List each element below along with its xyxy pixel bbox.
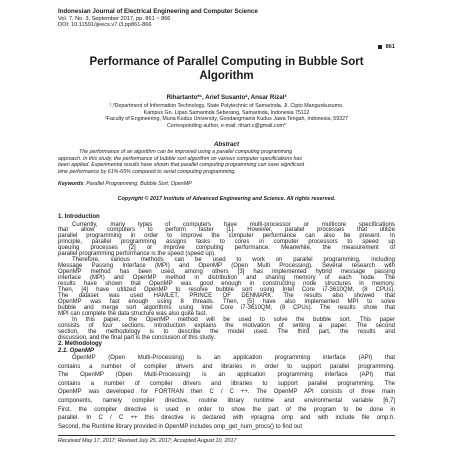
- affiliation-line: Kampus Gn. Lipan Samarinda Seberang, Samarinda, Indonesia 75112: [143, 109, 310, 116]
- body-text-line: section, the methodology is to describe the model used. The third part, the results and: [58, 328, 395, 335]
- body-text-line: Then, [4] have utilized OpenMP to resolve bubble sort using Intel Core i7-3610QM, (8 CPUs).: [58, 286, 395, 293]
- body-text-line: interface (MPI) and OpenMP method in distribution and sharing memory of each node. The: [58, 275, 395, 282]
- abstract-line: time performance by 61%-65% compared to serial computing programming.: [58, 168, 236, 175]
- body-text-line: that allow computers to perform faster [1]. However, parallel processes that utilize: [58, 227, 395, 234]
- body-text-line: parallel programming performance is the speed (speed up).: [58, 251, 216, 258]
- body-text-line: OpenMP (Open Multi-Processing) is an application programming interface (API) that: [72, 355, 395, 361]
- footer-rule: [58, 435, 395, 436]
- body-text-line: The OpenMP (Open Multi-Processing) is an application programming interface (API) that: [58, 372, 395, 379]
- body-text-line: bubble and merge sort algorithms using Intel Core i7-3610QM, (8 CPUs). The results show that: [58, 304, 395, 311]
- section-heading-introduction: 1. Introduction: [58, 214, 100, 220]
- keywords-text: : Parallel Programming; Bubble Sort; OpenMP: [83, 181, 192, 187]
- paper-title-line-2: Algorithm: [199, 70, 254, 82]
- body-text-line: principle, parallel programming assigns tasks to cores in computer processors to speed up: [58, 239, 395, 246]
- affiliation-line: ²Faculty of Engineering, Muria Kudus University, Gondangmanis Kudus Jawa Tengah, Indonesia, 59327: [104, 116, 348, 122]
- journal-doi: DOI: 10.11591/ijeecs.v7.i3.pp861-866: [58, 22, 152, 28]
- section-heading-methodology: 2. Methodology: [58, 341, 102, 347]
- body-text-line: discussion, and the final part is the conclusion of this study.: [58, 334, 215, 341]
- body-text-line: OpenMP was fast enough using 8 threads. Then, [5] have also implemented MPI to solve: [58, 298, 395, 305]
- body-text-line: In this paper, the OpenMP method will be used to solve the bubble sort. This paper: [72, 316, 395, 323]
- body-text-line: parallel. In C / C ++ this directive is declared with #pragma omp and with include file omp.h.: [58, 415, 395, 422]
- square-bullet-icon: [378, 45, 382, 49]
- corresponding-author: Corresponding author, e-mail: rihart.c@gmail.com*: [166, 122, 286, 129]
- body-text-line: consists of four sections. Introduction explains the motivation of writing a paper. The second: [58, 322, 395, 329]
- received-dates: Received May 17, 2017; Revised July 25, 2017; Accepted August 10, 2017: [58, 438, 237, 444]
- page-number: [378, 44, 395, 50]
- abstract-line: approach. In this study, the performance of bubble sort algorithm on various computer specifications has: [58, 155, 302, 162]
- journal-name: Indonesian Journal of Electrical Engineering and Computer Science: [58, 8, 258, 15]
- body-text-line: contains a number of compiler drivers and libraries in order to support parallel programming.: [58, 363, 395, 370]
- body-text-line: queuing processes [2] or improve computing performance. Meanwhile, the measurement of: [58, 245, 395, 252]
- body-text-line: results have shown that OpenMP was good enough in constructing node structures in memory.: [58, 281, 395, 287]
- body-text-line: Message Passing Interface (MPI) and OpenMP (Open Multi Processing). Several research with: [58, 263, 395, 270]
- body-text-line: OpenMP was developed for FORTRAN then C / C ++. The OpenMP API consists of three main: [58, 389, 395, 396]
- body-text-line: Second, the Runtime library provided in OpenMP includes omp_get_num_procs() to find out: [58, 423, 303, 430]
- copyright-notice: Copyright © 2017 Institute of Advanced Engineering and Science. All rights reserved.: [117, 196, 336, 202]
- body-text-line: parallel programming in order to improve the computer performance can also be present. In: [58, 233, 395, 240]
- keywords: [58, 181, 192, 187]
- abstract-line: been applied. Experimental results have shown that parallel computing programming can save significant: [58, 162, 305, 168]
- body-text-line: Therefore, various methods can be used to work on parallel programming, including: [72, 257, 395, 264]
- body-text-line: MPI can complete the data structure was also quite fast.: [58, 310, 208, 317]
- keywords-label: Keywords: [58, 181, 84, 187]
- body-text-line: The dataset was used HAMLET, PRINCE OF DENMARK. The results also showed that: [58, 292, 395, 299]
- body-text-line: OpenMP method has been used, among others [3] has implemented hybrid message passing: [58, 269, 395, 276]
- abstract-heading: Abstract: [213, 141, 240, 148]
- paper-title-line-1: Performance of Parallel Computing in Bubble Sort: [89, 56, 364, 68]
- journal-volume: Vol. 7, No. 3, September 2017, pp. 861 ~ 866: [58, 16, 171, 22]
- affiliation-line: ¹,³Department of Information Technology, State Polytechnic of Samarinda, Jl. Cipto Mangunkusumo,: [109, 103, 344, 109]
- body-text-line: First, the compiler directive is used in order to show the part of the program to be done in: [58, 406, 395, 413]
- page-number-value: 861: [385, 44, 395, 50]
- body-text-line: components, namely compiler directive, routine library runtime and environmental variable [6,7]: [58, 398, 395, 404]
- author-list: Rihartanto*¹, Arief Susanto², Ansar Rizal³: [166, 94, 287, 101]
- subsection-heading-openmp: 2.1. OpenMP: [58, 347, 95, 354]
- body-text-line: Currently, many types of computers have multi-processor or multicore specifications: [72, 221, 395, 228]
- abstract-line: The performance of an algorithm can be improved using a parallel computing programming: [79, 149, 293, 155]
- body-text-line: contains a number of compiler drivers and libraries to support parallel programming. The: [58, 380, 395, 387]
